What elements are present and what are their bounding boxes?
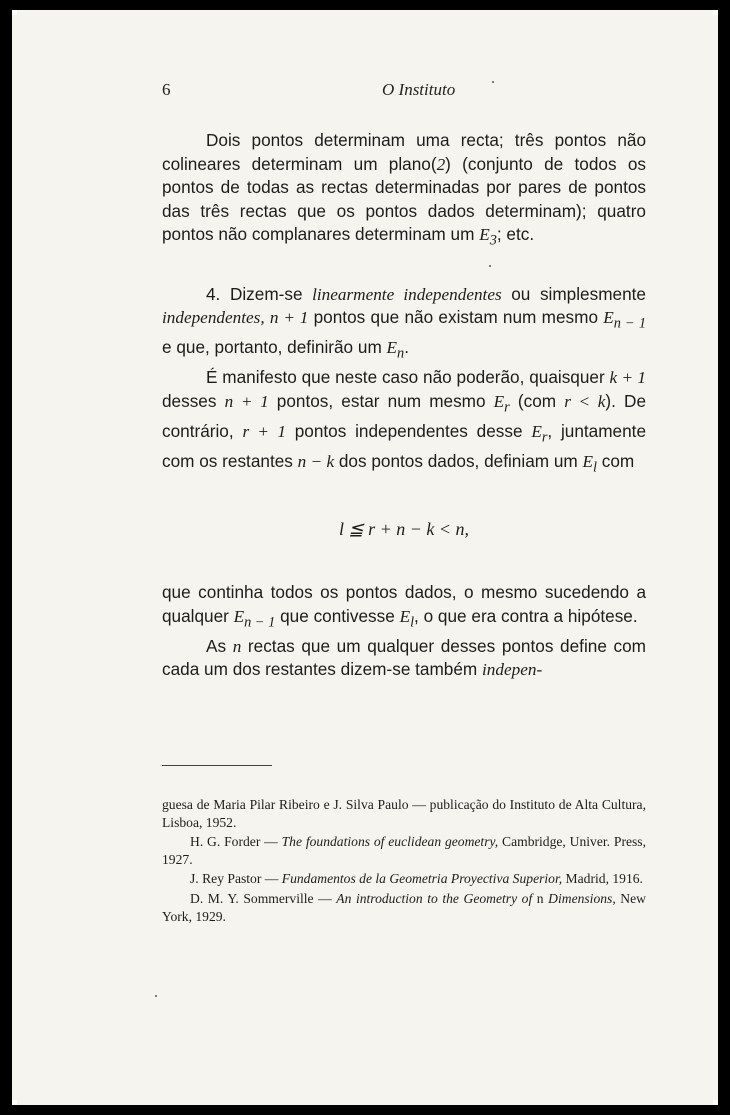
paragraph-5: As n rectas que um qualquer desses pontos define com cada um dos restantes dizem-se também indepen- — [162, 635, 646, 680]
print-speck — [492, 81, 494, 83]
equation: l ≦ r + n − k < n, — [338, 518, 470, 539]
term-independentes: independentes, — [162, 308, 265, 328]
page-number: 6 — [162, 80, 171, 99]
running-head — [162, 80, 662, 104]
paragraph-2: 4. Dizem-se linearmente independentes ou simplesmente independentes, n + 1 pontos que não existam num mesmo $E_{n - 1}$ e que, portanto, definirão um $E_n$. — [162, 283, 646, 362]
paragraph-3: É manifesto que neste caso não poderão, quaisquer k + 1 desses n + 1 pontos, estar num mesmo $E_r$ (com r < k). De contrário, r + 1 pontos independentes desse $E_r$, juntamente com os restantes n − k dos pontos dados, definiam um $E_l$ com — [162, 367, 647, 476]
body-text — [162, 129, 646, 682]
corner-mark — [713, 1100, 718, 1105]
corner-mark — [713, 10, 718, 15]
footnote-forder: H. G. Forder — The foundations of euclidean geometry, Cambridge, Univer. Press, 1927. — [162, 834, 646, 867]
page — [12, 10, 718, 1105]
footnote-ref: 2 — [436, 154, 446, 174]
footnote-sommerville: D. M. Y. Sommerville — An introduction to the Geometry of n Dimensions, New York, 1929. — [162, 890, 646, 924]
paragraph-1: Dois pontos determinam uma recta; três pontos não colineares determinam um plano(2) (conjunto de todos os pontos de todas as rectas determinadas por pares de pontos das três rectas que os pontos dados determinam); quatro pontos não complanares determinam um $E_3$; etc. — [162, 130, 646, 249]
corner-mark — [12, 1100, 17, 1105]
footnote-rule — [162, 765, 272, 766]
footnote-continuation: guesa de Maria Pilar Ribeiro e J. Silva Paulo — publicação do Instituto de Alta Cultura, Lisboa, 1952. — [162, 797, 646, 830]
running-title: O Instituto — [382, 80, 456, 99]
print-speck — [489, 265, 491, 267]
footnotes — [162, 796, 646, 927]
paragraph-4: que continha todos os pontos dados, o mesmo sucedendo a qualquer $E_{n - 1}$ que contivesse $E_l$, o que era contra a hipótese. — [162, 582, 646, 631]
corner-mark — [12, 10, 17, 15]
section-number: 4. — [206, 283, 221, 304]
term-linearmente-independentes: linearmente independentes — [312, 284, 502, 304]
print-speck — [155, 995, 157, 997]
footnote-rey-pastor: J. Rey Pastor — Fundamentos de la Geometria Proyectiva Superior, Madrid, 1916. — [190, 871, 643, 887]
